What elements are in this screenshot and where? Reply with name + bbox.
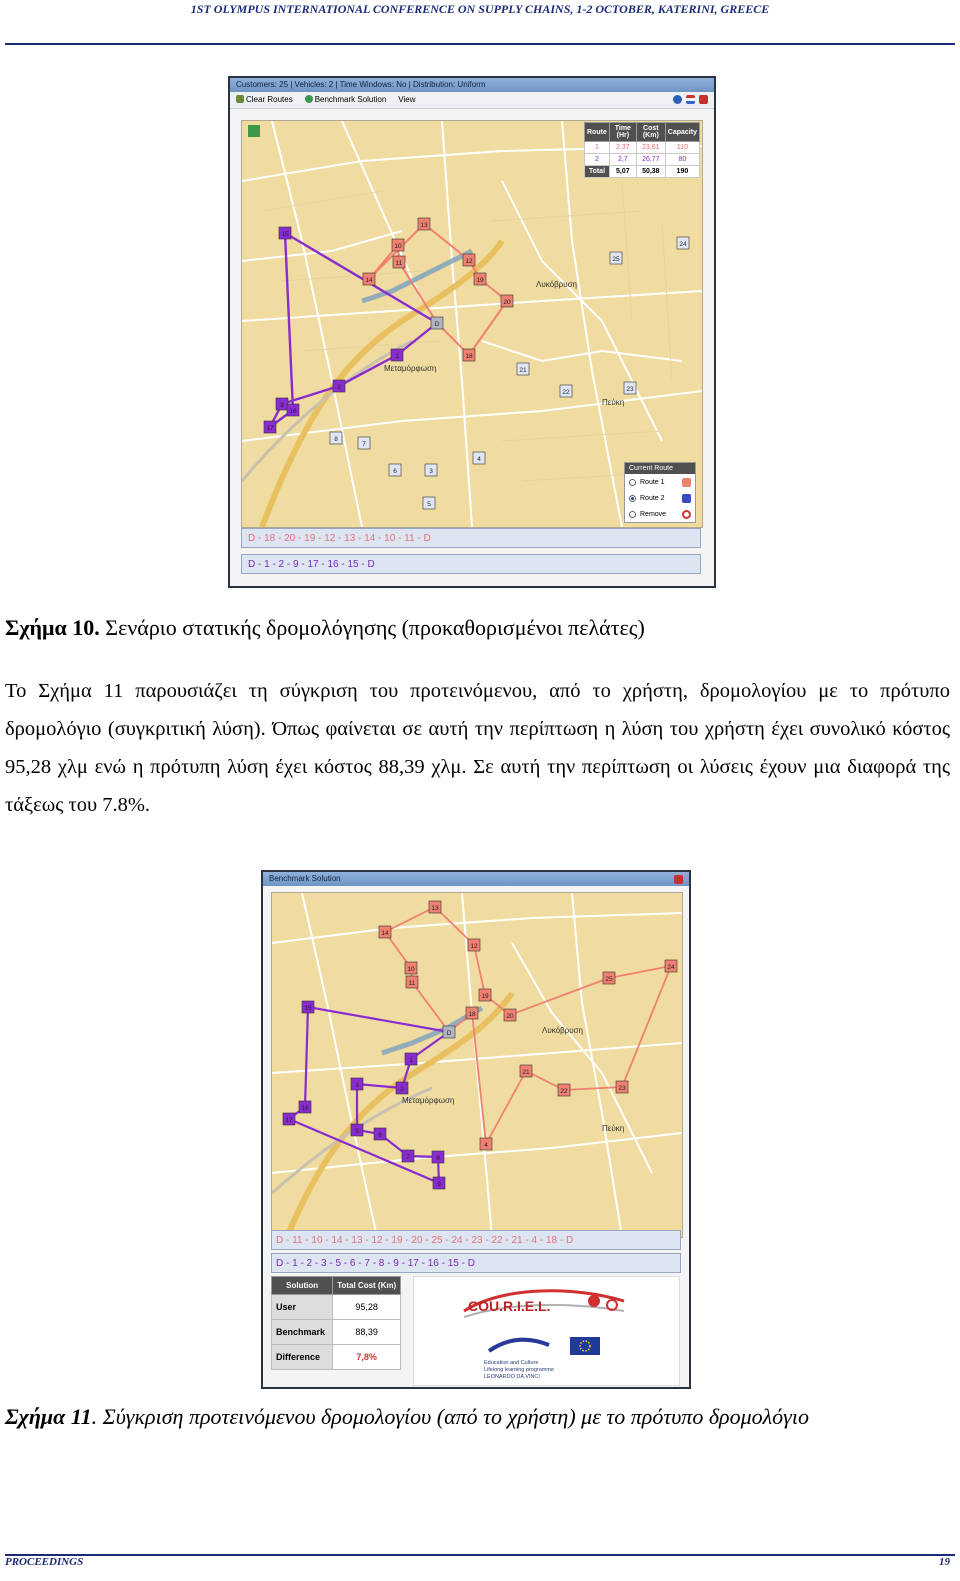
place-pefki: Πεύκη [602,398,625,407]
window-title: Customers: 25 | Vehicles: 2 | Time Windows: No | Distribution: Uniform [230,78,714,92]
svg-text:16: 16 [301,1105,309,1112]
customer-node-13[interactable] [418,218,430,230]
svg-text:19: 19 [481,993,489,1000]
caption-label: Σχήμα 11 [5,1404,92,1429]
svg-text:5: 5 [355,1128,359,1135]
cell: 26,77 [636,154,665,166]
table-row [272,1345,401,1370]
customer-node-23[interactable] [616,1081,628,1093]
caption-figure11 [5,1404,809,1430]
col-total-cost: Total Cost (Km) [333,1277,401,1295]
svg-text:19: 19 [476,277,484,284]
customer-node-23[interactable] [624,382,636,394]
customer-node-20[interactable] [504,1009,516,1021]
eu-logo [484,1335,604,1381]
svg-text:D: D [446,1030,452,1037]
running-header: 1ST OLYMPUS INTERNATIONAL CONFERENCE ON SUPPLY CHAINS, 1-2 OCTOBER, KATERINI, GREECE [190,2,770,16]
customer-node-20[interactable] [501,295,513,307]
svg-text:10: 10 [407,966,415,973]
svg-text:20: 20 [506,1013,514,1020]
cell: 5,07 [609,166,636,178]
customer-node-17[interactable] [283,1113,295,1125]
header-rule [5,43,955,45]
svg-text:12: 12 [465,258,473,265]
caption-label: Σχήμα 10. [5,615,100,640]
customer-node-4[interactable] [473,452,485,464]
svg-text:17: 17 [285,1117,293,1124]
svg-text:15: 15 [281,231,289,238]
cell: 2 [585,154,610,166]
help-icon[interactable] [673,95,682,104]
customer-node-13[interactable] [429,901,441,913]
benchmark-map[interactable] [271,892,683,1238]
svg-text:23: 23 [626,386,634,393]
table-row [272,1295,401,1320]
svg-text:25: 25 [612,256,620,263]
svg-text:3: 3 [429,468,433,475]
customer-node-8[interactable] [330,432,342,444]
row-label: Benchmark [272,1320,333,1345]
place-metamorfosi: Μεταμόρφωση [402,1096,455,1105]
route2-pen-icon [682,494,691,503]
customer-node-22[interactable] [558,1084,570,1096]
cell: 80 [665,154,699,166]
svg-text:4: 4 [484,1142,488,1149]
col-solution: Solution [272,1277,333,1295]
row-value: 95,28 [333,1295,401,1320]
remove-option-label: Remove [640,510,667,518]
customer-node-2[interactable] [396,1082,408,1094]
table-row[interactable] [585,142,700,154]
svg-text:4: 4 [477,456,481,463]
row-label: Difference [272,1345,333,1370]
svg-text:8: 8 [334,436,338,443]
svg-text:12: 12 [470,943,478,950]
route2-strip: D - 1 - 2 - 3 - 5 - 6 - 7 - 8 - 9 - 17 - 16 - 15 - D [271,1253,681,1273]
customer-node-25[interactable] [610,252,622,264]
customer-node-11[interactable] [393,256,405,268]
svg-text:21: 21 [519,367,527,374]
customer-node-21[interactable] [520,1065,532,1077]
customer-node-3[interactable] [351,1078,363,1090]
svg-text:5: 5 [427,501,431,508]
svg-text:25: 25 [605,976,613,983]
body-paragraph: Το Σχήμα 11 παρουσιάζει τη σύγκριση του προτεινόμενου, από το χρήστη, δρομολογίου με το πρότυπο δρομολόγιο (συγκριτική λύση). Όπως φαίνεται σε αυτή την περίπτωση η λύση του χρήστη έχει συνολικό κόστος 95,28 χλμ ενώ η πρότυπη λύση έχει κόστος 88,39 χλμ. Σε αυτή την περίπτωση οι λύσεις έχουν μια διαφορά της τάξεως του 7.8%. [5,680,950,816]
svg-text:6: 6 [393,468,397,475]
footer-left: PROCEEDINGS [5,1556,84,1568]
customer-node-18[interactable] [463,349,475,361]
svg-text:13: 13 [420,222,428,229]
customer-node-5[interactable] [351,1124,363,1136]
close-icon[interactable] [674,875,683,884]
customer-node-6[interactable] [389,464,401,476]
svg-text:24: 24 [679,241,687,248]
customer-node-6[interactable] [374,1128,386,1140]
place-pefki: Πεύκη [602,1124,625,1133]
svg-text:17: 17 [266,425,274,432]
cell: 2,7 [609,154,636,166]
cell: 190 [665,166,699,178]
customer-node-3[interactable] [425,464,437,476]
table-row [272,1320,401,1345]
customer-node-25[interactable] [603,972,615,984]
svg-text:1: 1 [395,353,399,360]
cell: Total [585,166,610,178]
customer-node-4[interactable] [480,1138,492,1150]
route2-radio[interactable] [629,495,636,502]
svg-text:6: 6 [378,1132,382,1139]
customer-node-21[interactable] [517,363,529,375]
figure11-window [261,870,691,1389]
route1-strip: D - 11 - 10 - 14 - 13 - 12 - 19 - 20 - 25 - 24 - 23 - 22 - 21 - 4 - 18 - D [271,1230,681,1250]
eu-line-2: Lifelong learning programme [484,1367,555,1373]
svg-text:D: D [434,321,440,328]
svg-text:22: 22 [562,389,570,396]
customer-node-1[interactable] [391,349,403,361]
clear-routes-label: Clear Routes [246,95,293,104]
cell: 2,37 [609,142,636,154]
menu-bar [230,92,714,109]
col-route: Route [585,123,610,142]
customer-node-14[interactable] [379,926,391,938]
route-summary-table [584,122,700,178]
couriel-logo [454,1281,634,1327]
customer-node-18[interactable] [466,1007,478,1019]
customer-node-15[interactable] [279,227,291,239]
svg-text:24: 24 [667,964,675,971]
svg-text:11: 11 [408,980,416,987]
customer-node-7[interactable] [358,437,370,449]
cell: 23,61 [636,142,665,154]
table-total-row [585,166,700,178]
customer-node-24[interactable] [677,237,689,249]
customer-node-22[interactable] [560,385,572,397]
figure10-window [228,76,716,588]
view-menu[interactable]: View [398,95,416,104]
col-capacity: Capacity [665,123,699,142]
route2-strip: D - 1 - 2 - 9 - 17 - 16 - 15 - D [241,554,701,574]
place-lykovrysi: Λυκόβρυση [542,1026,583,1035]
clear-icon [236,95,244,103]
couriel-text: COU.R.I.E.L. [468,1298,551,1314]
place-lykovrysi: Λυκόβρυση [536,280,577,289]
customer-node-1[interactable] [405,1053,417,1065]
customer-node-16[interactable] [299,1101,311,1113]
customer-node-9[interactable] [276,398,288,410]
row-value: 7,8% [333,1345,401,1370]
remove-option[interactable] [625,506,695,522]
svg-text:15: 15 [304,1005,312,1012]
customer-node-14[interactable] [363,273,375,285]
customer-node-19[interactable] [479,989,491,1001]
current-route-panel [624,462,696,523]
svg-text:22: 22 [560,1088,568,1095]
svg-text:14: 14 [381,930,389,937]
customer-node-15[interactable] [302,1001,314,1013]
route1-radio[interactable] [629,479,636,486]
row-label: User [272,1295,333,1320]
customer-node-12[interactable] [468,939,480,951]
svg-text:10: 10 [394,243,402,250]
svg-text:9: 9 [280,402,284,409]
svg-text:9: 9 [437,1181,441,1188]
benchmark-label: Benchmark Solution [314,95,387,104]
route1-strip: D - 18 - 20 - 19 - 12 - 13 - 14 - 10 - 11 - D [241,528,701,548]
customer-node-7[interactable] [402,1150,414,1162]
close-icon[interactable] [699,95,708,104]
cost-comparison-table [271,1276,401,1370]
place-metamorfosi: Μεταμόρφωση [384,364,437,373]
caption-text: Σενάριο στατικής δρομολόγησης (προκαθορισμένοι πελάτες) [99,615,645,640]
remove-radio[interactable] [629,511,636,518]
customer-node-17[interactable] [264,421,276,433]
customer-node-19[interactable] [474,273,486,285]
customer-node-12[interactable] [463,254,475,266]
svg-text:21: 21 [522,1069,530,1076]
benchmark-solution-button[interactable] [305,92,387,108]
row-value: 88,39 [333,1320,401,1345]
cell: 110 [665,142,699,154]
svg-text:7: 7 [362,441,366,448]
route2-option-label: Route 2 [640,494,665,502]
eu-line-1: Education and Culture [484,1360,539,1366]
svg-text:23: 23 [618,1085,626,1092]
svg-text:3: 3 [355,1082,359,1089]
svg-text:2: 2 [400,1086,404,1093]
flag-icon[interactable] [686,95,695,104]
window-title: Benchmark Solution [263,872,689,886]
route1-option[interactable] [625,474,695,490]
remove-icon [682,510,691,519]
svg-text:20: 20 [503,299,511,306]
map-tool-icon[interactable] [248,125,260,137]
customer-node-16[interactable] [287,404,299,416]
page-number: 19 [939,1556,950,1568]
cell: 50,38 [636,166,665,178]
route2-option[interactable] [625,490,695,506]
customer-node-5[interactable] [423,497,435,509]
customer-node-8[interactable] [432,1151,444,1163]
svg-text:16: 16 [289,408,297,415]
map-canvas[interactable] [272,893,682,1237]
route1-option-label: Route 1 [640,478,665,486]
eu-flag-icon [484,1335,604,1357]
eu-line-3: LEONARDO DA VINCI [484,1374,540,1380]
cell: 1 [585,142,610,154]
svg-text:1: 1 [409,1057,413,1064]
footer-rule [5,1554,955,1556]
svg-text:13: 13 [431,905,439,912]
svg-text:18: 18 [465,353,473,360]
caption-figure10 [5,615,645,641]
col-cost: Cost (Km) [636,123,665,142]
customer-node-2[interactable] [333,380,345,392]
col-time: Time (Hr) [609,123,636,142]
table-row[interactable] [585,154,700,166]
current-route-title: Current Route [625,463,695,474]
window-controls [673,95,708,104]
window-controls [674,875,683,884]
svg-text:18: 18 [468,1011,476,1018]
depot-marker[interactable] [443,1026,455,1038]
clear-routes-button[interactable] [236,92,293,108]
customer-node-11[interactable] [406,976,418,988]
route1-pen-icon [682,478,691,487]
logos-panel [413,1276,680,1386]
svg-text:7: 7 [406,1154,410,1161]
depot-marker[interactable] [431,317,443,329]
customer-node-9[interactable] [433,1177,445,1189]
svg-text:2: 2 [337,384,341,391]
benchmark-icon [305,95,313,103]
caption-text: . Σύγκριση προτεινόμενου δρομολογίου (από το χρήστη) με το πρότυπο δρομολόγιο [91,1404,809,1429]
customer-node-10[interactable] [405,962,417,974]
svg-text:8: 8 [436,1155,440,1162]
customer-node-10[interactable] [392,239,404,251]
svg-text:11: 11 [395,260,403,267]
svg-text:14: 14 [365,277,373,284]
customer-node-24[interactable] [665,960,677,972]
